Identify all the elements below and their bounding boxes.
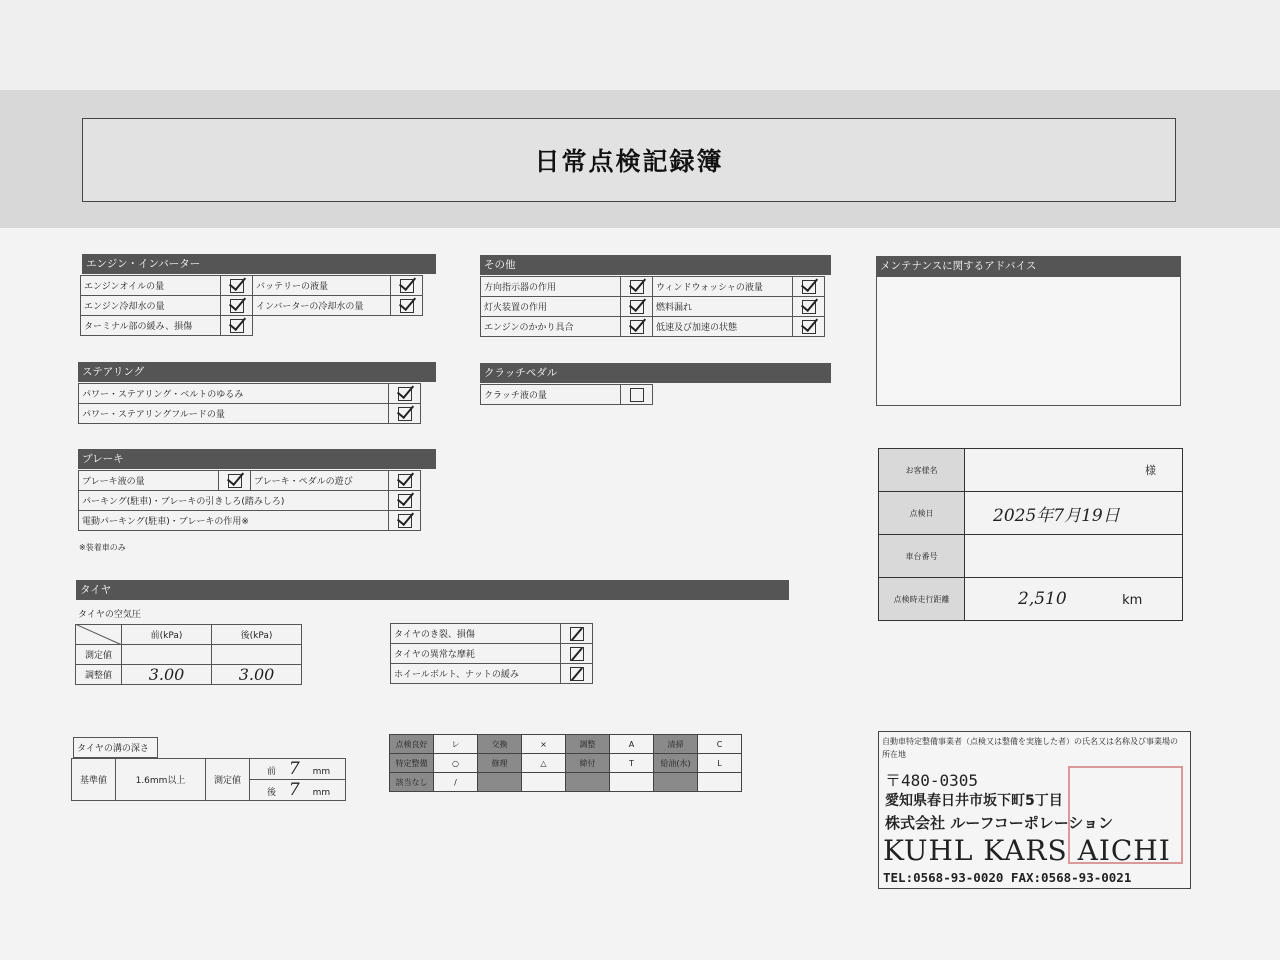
check-icon[interactable] bbox=[802, 280, 816, 294]
engine-item: エンジン冷却水の量 bbox=[81, 296, 221, 316]
legend-symbol: C bbox=[698, 735, 742, 754]
tire-check-item: タイヤの異常な摩耗 bbox=[391, 644, 561, 664]
brake-table bbox=[78, 470, 421, 531]
shop-header: 自動車特定整備事業者（点検又は整備を実施した者）の氏名又は名称及び事業場の所在地 bbox=[882, 737, 1178, 759]
title-box bbox=[82, 118, 1176, 202]
legend-symbol: レ bbox=[434, 735, 478, 754]
standard-value: 1.6mm以上 bbox=[116, 759, 206, 801]
unit-label: mm bbox=[312, 788, 331, 798]
chassis-label: 車台番号 bbox=[879, 535, 965, 578]
legend-symbol: T bbox=[610, 754, 654, 773]
customer-info-table bbox=[878, 448, 1183, 621]
legend-label: 該当なし bbox=[390, 773, 434, 792]
name-suffix: 様 bbox=[1145, 464, 1156, 477]
unit-label: mm bbox=[312, 767, 331, 777]
legend-label: 交換 bbox=[478, 735, 522, 754]
check-icon[interactable] bbox=[230, 279, 244, 293]
check-icon[interactable] bbox=[230, 319, 244, 333]
other-item: 灯火装置の作用 bbox=[481, 297, 621, 317]
other-header: その他 bbox=[480, 255, 831, 275]
legend-label: 締付 bbox=[566, 754, 610, 773]
brake-item: 電動パーキング(駐車)・ブレーキの作用※ bbox=[79, 511, 389, 531]
row-adjusted: 調整値 bbox=[76, 665, 122, 685]
tire-header: タイヤ bbox=[76, 580, 789, 600]
shop-address: 愛知県春日井市坂下町5丁目 bbox=[885, 793, 1063, 809]
diagonal-line-icon bbox=[75, 624, 123, 646]
legend-label: 清掃 bbox=[654, 735, 698, 754]
engine-item: ターミナル部の緩み、損傷 bbox=[81, 316, 221, 336]
rear-label: 後 bbox=[267, 788, 277, 798]
steering-table bbox=[78, 383, 421, 424]
customer-name-field[interactable] bbox=[965, 449, 1183, 492]
steering-item: パワー・ステアリング・ベルトのゆるみ bbox=[79, 384, 389, 404]
odometer-unit: km bbox=[1122, 593, 1143, 608]
standard-label: 基準値 bbox=[72, 759, 116, 801]
check-icon[interactable] bbox=[630, 320, 644, 334]
not-applicable-icon[interactable] bbox=[570, 647, 584, 661]
check-icon[interactable] bbox=[398, 407, 412, 421]
other-table bbox=[480, 276, 825, 337]
legend-symbol: △ bbox=[522, 754, 566, 773]
front-measured-field[interactable] bbox=[122, 645, 212, 665]
legend-label: 特定整備 bbox=[390, 754, 434, 773]
tire-check-item: タイヤのき裂、損傷 bbox=[391, 624, 561, 644]
engine-header: エンジン・インバーター bbox=[82, 254, 436, 274]
row-measured: 測定値 bbox=[76, 645, 122, 665]
brake-header: ブレーキ bbox=[78, 449, 436, 469]
brake-note: ※装着車のみ bbox=[79, 543, 126, 552]
brake-item: パーキング(駐車)・ブレーキの引きしろ(踏みしろ) bbox=[79, 491, 389, 511]
steering-header: ステアリング bbox=[78, 362, 436, 382]
tire-pressure-label: タイヤの空気圧 bbox=[78, 610, 141, 620]
rear-adjusted-value[interactable]: 3.00 bbox=[212, 665, 302, 685]
shop-phone: TEL:0568-93-0020 FAX:0568-93-0021 bbox=[883, 870, 1132, 885]
date-label: 点検日 bbox=[879, 492, 965, 535]
date-value[interactable]: 2025年7月19日 bbox=[965, 492, 1183, 535]
legend-symbol: × bbox=[522, 735, 566, 754]
odometer-label: 点検時走行距離 bbox=[879, 578, 965, 621]
tire-check-table bbox=[390, 623, 593, 684]
check-icon[interactable] bbox=[400, 299, 414, 313]
legend-symbol: ○ bbox=[434, 754, 478, 773]
col-rear: 後(kPa) bbox=[212, 625, 302, 645]
check-icon[interactable] bbox=[230, 299, 244, 313]
legend-label: 点検良好 bbox=[390, 735, 434, 754]
clutch-table bbox=[480, 384, 653, 405]
legend-symbol: A bbox=[610, 735, 654, 754]
brake-item: ブレーキ液の量 bbox=[79, 471, 219, 491]
legend-symbol: L bbox=[698, 754, 742, 773]
advice-header: メンテナンスに関するアドバイス bbox=[876, 256, 1181, 276]
advice-box[interactable] bbox=[876, 276, 1181, 406]
other-item: 低速及び加速の状態 bbox=[653, 317, 793, 337]
front-depth-value[interactable]: 7 bbox=[288, 759, 300, 779]
check-icon[interactable] bbox=[802, 320, 816, 334]
check-icon[interactable] bbox=[630, 300, 644, 314]
engine-item: インバーターの冷却水の量 bbox=[253, 296, 391, 316]
not-applicable-icon[interactable] bbox=[570, 667, 584, 681]
not-applicable-icon[interactable] bbox=[570, 627, 584, 641]
clutch-header: クラッチペダル bbox=[480, 363, 831, 383]
shop-company: 株式会社 ルーフコーポレーション bbox=[885, 814, 1114, 832]
engine-table bbox=[80, 275, 423, 336]
check-icon[interactable] bbox=[228, 474, 242, 488]
groove-table bbox=[71, 758, 346, 801]
seal-stamp-icon bbox=[1068, 766, 1183, 864]
tire-check-item: ホイールボルト、ナットの緩み bbox=[391, 664, 561, 684]
rear-depth-value[interactable]: 7 bbox=[288, 780, 300, 800]
chassis-field[interactable] bbox=[965, 535, 1183, 578]
check-icon[interactable] bbox=[400, 279, 414, 293]
groove-label-table bbox=[73, 737, 158, 758]
other-item: エンジンのかかり具合 bbox=[481, 317, 621, 337]
shop-brand: KUHL KARS AICHI bbox=[883, 834, 1171, 867]
clutch-item: クラッチ液の量 bbox=[481, 385, 621, 405]
col-front: 前(kPa) bbox=[122, 625, 212, 645]
other-item: ウィンドウォッシャの液量 bbox=[653, 277, 793, 297]
check-icon[interactable] bbox=[398, 514, 412, 528]
page-title: 日常点検記録簿 bbox=[534, 147, 724, 176]
customer-name-label: お客様名 bbox=[879, 449, 965, 492]
brake-item: ブレーキ・ペダルの遊び bbox=[251, 471, 389, 491]
legend-label: 修理 bbox=[478, 754, 522, 773]
shop-postal: 〒480-0305 bbox=[885, 771, 979, 790]
check-icon[interactable] bbox=[398, 387, 412, 401]
check-icon[interactable] bbox=[802, 300, 816, 314]
check-icon[interactable] bbox=[630, 280, 644, 294]
legend-symbol: / bbox=[434, 773, 478, 792]
other-item: 方向指示器の作用 bbox=[481, 277, 621, 297]
odometer-value[interactable]: 2,510 bbox=[1018, 589, 1067, 609]
groove-label: タイヤの溝の深さ bbox=[74, 738, 158, 758]
measured-label: 測定値 bbox=[206, 759, 250, 801]
steering-item: パワー・ステアリングフルードの量 bbox=[79, 404, 389, 424]
legend-table bbox=[389, 734, 742, 792]
checkbox-empty-icon[interactable] bbox=[630, 388, 644, 402]
other-item: 燃料漏れ bbox=[653, 297, 793, 317]
front-label: 前 bbox=[267, 767, 277, 777]
engine-item: バッテリーの液量 bbox=[253, 276, 391, 296]
check-icon[interactable] bbox=[398, 494, 412, 508]
legend-label: 給油(水) bbox=[654, 754, 698, 773]
legend-label: 調整 bbox=[566, 735, 610, 754]
check-icon[interactable] bbox=[398, 474, 412, 488]
engine-item: エンジンオイルの量 bbox=[81, 276, 221, 296]
rear-measured-field[interactable] bbox=[212, 645, 302, 665]
front-adjusted-value[interactable]: 3.00 bbox=[122, 665, 212, 685]
